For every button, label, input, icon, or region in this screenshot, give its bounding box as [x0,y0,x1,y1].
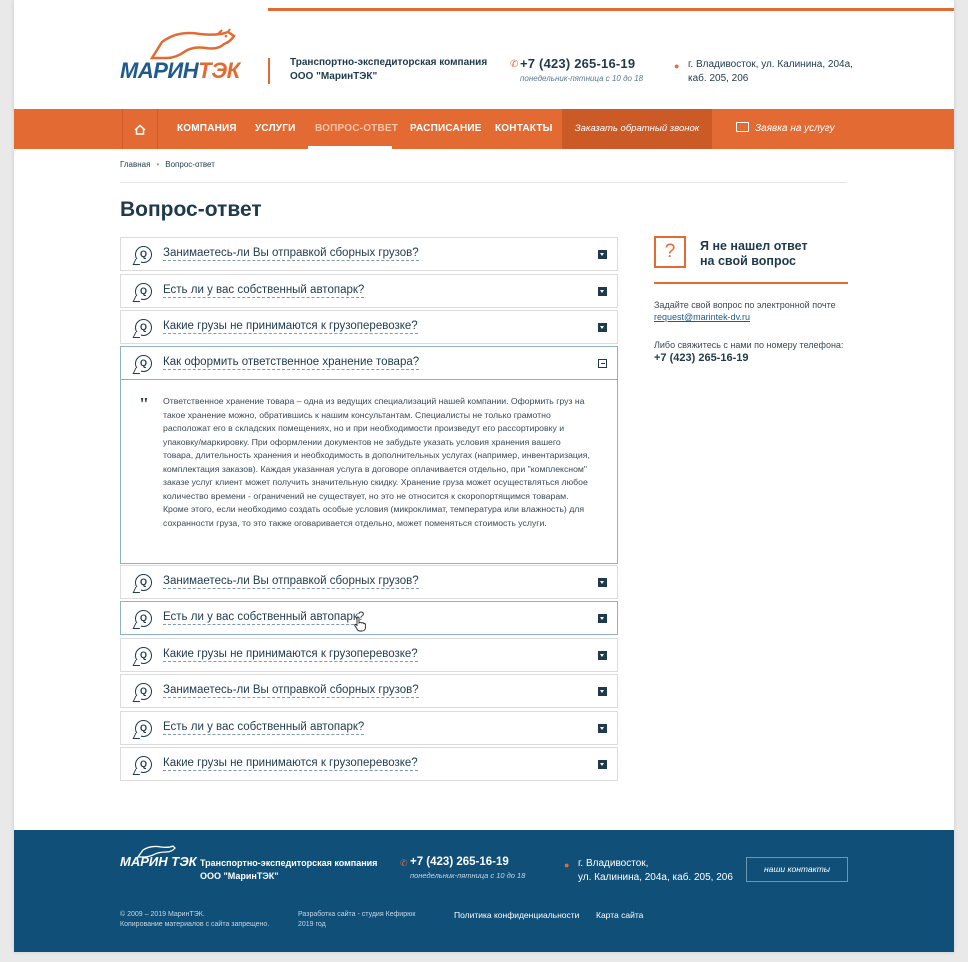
sidebar-phone[interactable]: +7 (423) 265-16-19 [654,352,749,364]
footer-phone[interactable]: +7 (423) 265-16-19 [410,856,509,868]
faq-question[interactable]: Какие грузы не принимаются к грузоперевозке? [163,757,418,769]
expand-icon[interactable] [598,760,607,769]
question-bubble-icon: Q [135,756,152,773]
developer-credit[interactable]: Разработка сайта - студия Кефирюк 2019 год [298,911,416,928]
sitemap-link[interactable]: Карта сайта [596,910,644,920]
question-bubble-icon: Q [135,683,152,700]
header-separator [268,58,270,84]
question-bubble-icon: Q [135,610,152,627]
faq-question[interactable]: Занимаетесь-ли Вы отправкой сборных грузов? [163,247,419,259]
faq-question[interactable]: Занимаетесь-ли Вы отправкой сборных грузов? [163,575,419,587]
sidebar-email-text: Задайте свой вопрос по электронной почте [654,300,836,310]
hand-cursor-icon [354,616,366,632]
sidebar-divider [654,282,848,284]
header-phone-block [510,56,644,83]
breadcrumb-current: Вопрос-ответ [165,160,215,169]
order-service-button[interactable]: Заявка на услугу [736,109,835,149]
location-pin-icon: ● [564,860,570,870]
faq-question[interactable]: Есть ли у вас собственный автопарк? [163,611,365,623]
sidebar-title: Я не нашел ответ на свой вопрос [700,239,808,268]
question-bubble-icon: Q [135,355,152,372]
faq-item[interactable] [120,274,618,308]
nav-item-faq[interactable]: ВОПРОС-ОТВЕТ [315,123,399,134]
question-bubble-icon: Q [135,574,152,591]
question-bubble-icon: Q [135,283,152,300]
faq-question[interactable]: Какие грузы не принимаются к грузоперевозке? [163,648,418,660]
sidebar-phone-text: Либо свяжитесь с нами по номеру телефона: [654,340,844,350]
privacy-policy-link[interactable]: Политика конфиденциальности [454,910,580,920]
expand-icon[interactable] [598,651,607,660]
contacts-button[interactable]: наши контакты [746,857,848,882]
expand-icon[interactable] [598,323,607,332]
faq-item[interactable] [120,747,618,781]
faq-item[interactable] [120,237,618,271]
quote-icon: " [139,394,149,414]
question-bubble-icon: Q [135,647,152,664]
question-bubble-icon: Q [135,246,152,263]
expand-icon[interactable] [598,250,607,259]
faq-answer [120,380,618,564]
header-hours: понедельник-пятница с 10 до 18 [520,74,644,83]
faq-item[interactable] [120,674,618,708]
expand-icon[interactable] [598,614,607,623]
callback-button[interactable]: Заказать обратный звонок [562,109,712,149]
question-bubble-icon: Q [135,319,152,336]
footer-company-name: Транспортно-экспедиторская компания ООО "МаринТЭК" [200,858,378,881]
expand-icon[interactable] [598,578,607,587]
faq-item[interactable] [120,310,618,344]
logo-text: МАРИНТЭК [120,58,240,83]
nav-item-contacts[interactable]: КОНТАКТЫ [495,123,553,134]
faq-question[interactable]: Есть ли у вас собственный автопарк? [163,721,365,733]
bear-logo-icon [148,28,238,62]
footer-hours: понедельник-пятница с 10 до 18 [410,871,526,880]
company-name: Транспортно-экспедиторская компания ООО "МаринТЭК" [290,57,488,82]
sidebar-email-link[interactable]: request@marintek-dv.ru [654,312,751,322]
header-address: ● г. Владивосток, ул. Калинина, 204а, каб. 205, 206 [674,59,853,84]
footer-phone-block [400,856,526,880]
faq-question[interactable]: Есть ли у вас собственный автопарк? [163,284,365,296]
chat-icon [736,122,749,132]
phone-icon: ✆ [400,858,408,868]
faq-question[interactable]: Как оформить ответственное хранение товара? [163,356,420,368]
question-bubble-icon: Q [135,720,152,737]
footer-address: ● г. Владивосток, ул. Калинина, 204а, каб. 205, 206 [564,858,733,883]
divider [120,182,847,183]
collapse-icon[interactable] [598,359,607,368]
home-icon [134,124,146,135]
faq-answer-text: Ответственное хранение товара – одна из ведущих специализаций нашей компании. Оформить груз на такое хранение можно, обратившись к нашим консультантам. Специалисты не только грамотно расположат его в складских помещениях, но и при необходимости произведут его рассортировку и упаковку/маркировку. При оформлении документов не забудьте указать условия хранения вашего товара, длительность хранения и необходимость в дополнительных услугах (например, инвентаризация, комплектация заказов). Каждая указанная услуга в договоре оплачивается отдельно, при "комплексном" заказе услуг клиент может получить значительную скидку. Хранение груза может осуществляться любое количество времени - ограничений не существует, но это не относится к скоропортящимся товарам. Кроме этого, если необходимо создать особые условия (микроклимат, температура или влажность) для сохранности груза, то это также оговаривается отдельно, может поменяться стоимость услуги. [163,396,590,528]
breadcrumb: Главная • Вопрос-ответ [120,160,215,169]
nav-item-company[interactable]: КОМПАНИЯ [177,123,237,134]
faq-item-open[interactable] [120,346,618,380]
faq-item[interactable] [120,711,618,745]
faq-item[interactable] [120,565,618,599]
nav-item-services[interactable]: УСЛУГИ [255,123,296,134]
expand-icon[interactable] [598,687,607,696]
breadcrumb-home[interactable]: Главная [120,160,151,169]
bear-logo-icon [136,844,176,858]
question-mark-icon: ? [654,236,686,268]
faq-question[interactable]: Какие грузы не принимаются к грузоперевозке? [163,320,418,332]
location-pin-icon: ● [674,61,680,71]
page [14,0,954,952]
footer [14,830,954,952]
faq-item[interactable] [120,638,618,672]
logo[interactable] [120,28,250,88]
nav-home-button[interactable] [122,109,158,149]
footer-logo[interactable]: МАРИН ТЭК [120,854,197,869]
faq-question[interactable]: Занимаетесь-ли Вы отправкой сборных грузов? [163,684,419,696]
faq-item[interactable] [120,601,618,635]
expand-icon[interactable] [598,724,607,733]
phone-icon: ✆ [510,59,519,70]
header-accent-line [268,8,954,11]
copyright: © 2009 – 2019 МаринТЭК. Копирование материалов с сайта запрещено. [120,911,270,928]
nav-active-indicator [308,146,392,149]
page-title: Вопрос-ответ [120,198,262,221]
main-nav [14,109,954,149]
header-phone[interactable]: +7 (423) 265-16-19 [520,56,636,71]
nav-item-schedule[interactable]: РАСПИСАНИЕ [410,123,482,134]
expand-icon[interactable] [598,287,607,296]
